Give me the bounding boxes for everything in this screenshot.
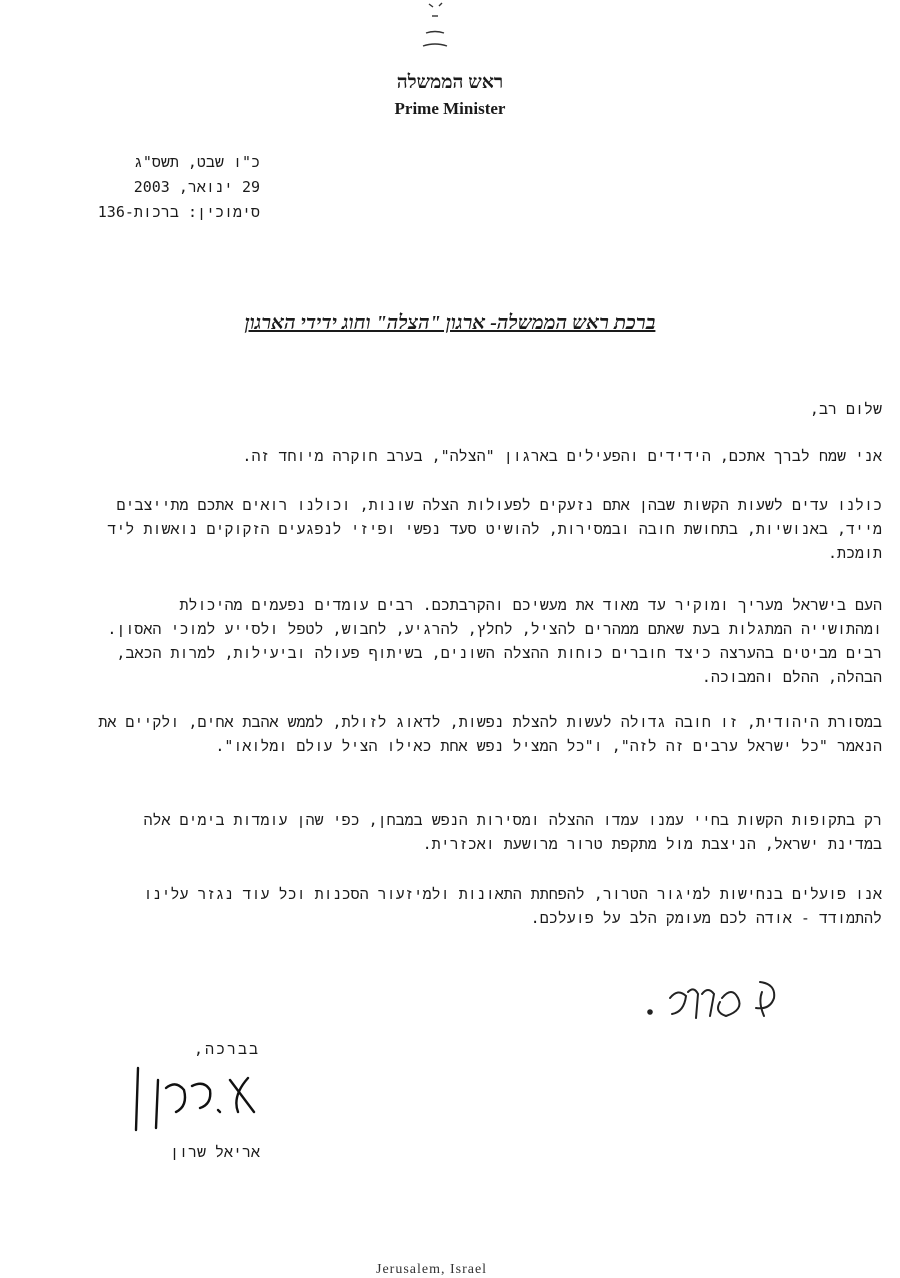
hebrew-date: כ"ו שבט, תשס"ג: [133, 153, 260, 171]
letter-metadata: [98, 150, 260, 225]
signature-image: [118, 1060, 268, 1135]
reference-number: סימוכין: ברכות-136: [97, 203, 260, 221]
footer-location: Jerusalem, Israel: [376, 1262, 488, 1277]
state-emblem-icon: [405, 0, 465, 60]
letter-title: ברכת ראש הממשלה- ארגון "הצלה" וחוג ידידי הארגון: [244, 312, 656, 334]
paragraph-6: אנו פועלים בנחישות למיגור הטרור, להפחתת התאונות ולמיזעור הסכנות וכל עוד נגזר עלינו להתמודד - אודה לכם מעומק הלב על פועלכם.: [143, 885, 882, 927]
closing-greeting: בברכה,: [193, 1040, 260, 1058]
paragraph-3: העם בישראל מעריך ומוקיר עד מאוד את מעשיכם והקרבתכם. רבים עומדים נפעמים מהיכולת ומהתושייה המתגלות בעת שאתם ממהרים להציל, לחלץ, להרגיע, לחבוש, לטפל ולסייע למוכי האסון. רבים מביטים בהערצה כיצד חוברים כוחות ההצלה השונים, בשיתוף פעולה וביעילות, למרות הכאב, הבהלה, ההלם והמבוכה.: [107, 596, 882, 686]
paragraph-4: במסורת היהודית, זו חובה גדולה לעשות להצלת נפשות, לדאוג לזולת, לממש אהבת אחים, ולקיים את הנאמר "כל ישראל ערבים זה לזה", ו"כל המציל נפש אחת כאילו הציל עולם ומלואו".: [98, 713, 882, 755]
paragraph-5: רק בתקופות הקשות בחיי עמנו עמדו ההצלה ומסירות הנפש במבחן, כפי שהן עומדות בימים אלה במדינת ישראל, הניצבת מול מתקפת טרור מרושעת ואכזרית.: [143, 811, 882, 853]
signatory-name: אריאל שרון: [169, 1143, 260, 1161]
salutation: שלום רב,: [809, 400, 882, 418]
handwritten-note: [598, 972, 788, 1032]
gregorian-date: 29 ינואר, 2003: [133, 178, 260, 196]
paragraph-1: אני שמח לברך אתכם, הידידים והפעילים בארגון "הצלה", בערב חוקרה מיוחד זה.: [242, 447, 882, 465]
letterhead-title-english: Prime Minister: [394, 99, 506, 118]
letterhead-title-hebrew: ראש הממשלה: [396, 72, 504, 93]
paragraph-2: כולנו עדים לשעות הקשות שבהן אתם נזעקים לפעולות הצלה שונות, וכולנו רואים אתכם מתייצבים מייד, באנושיות, בתחושת חובה ובמסירות, להושיט סעד נפשי ופיזי לנפגעים הזקוקים נואשות ליד תומכת.: [107, 496, 882, 562]
